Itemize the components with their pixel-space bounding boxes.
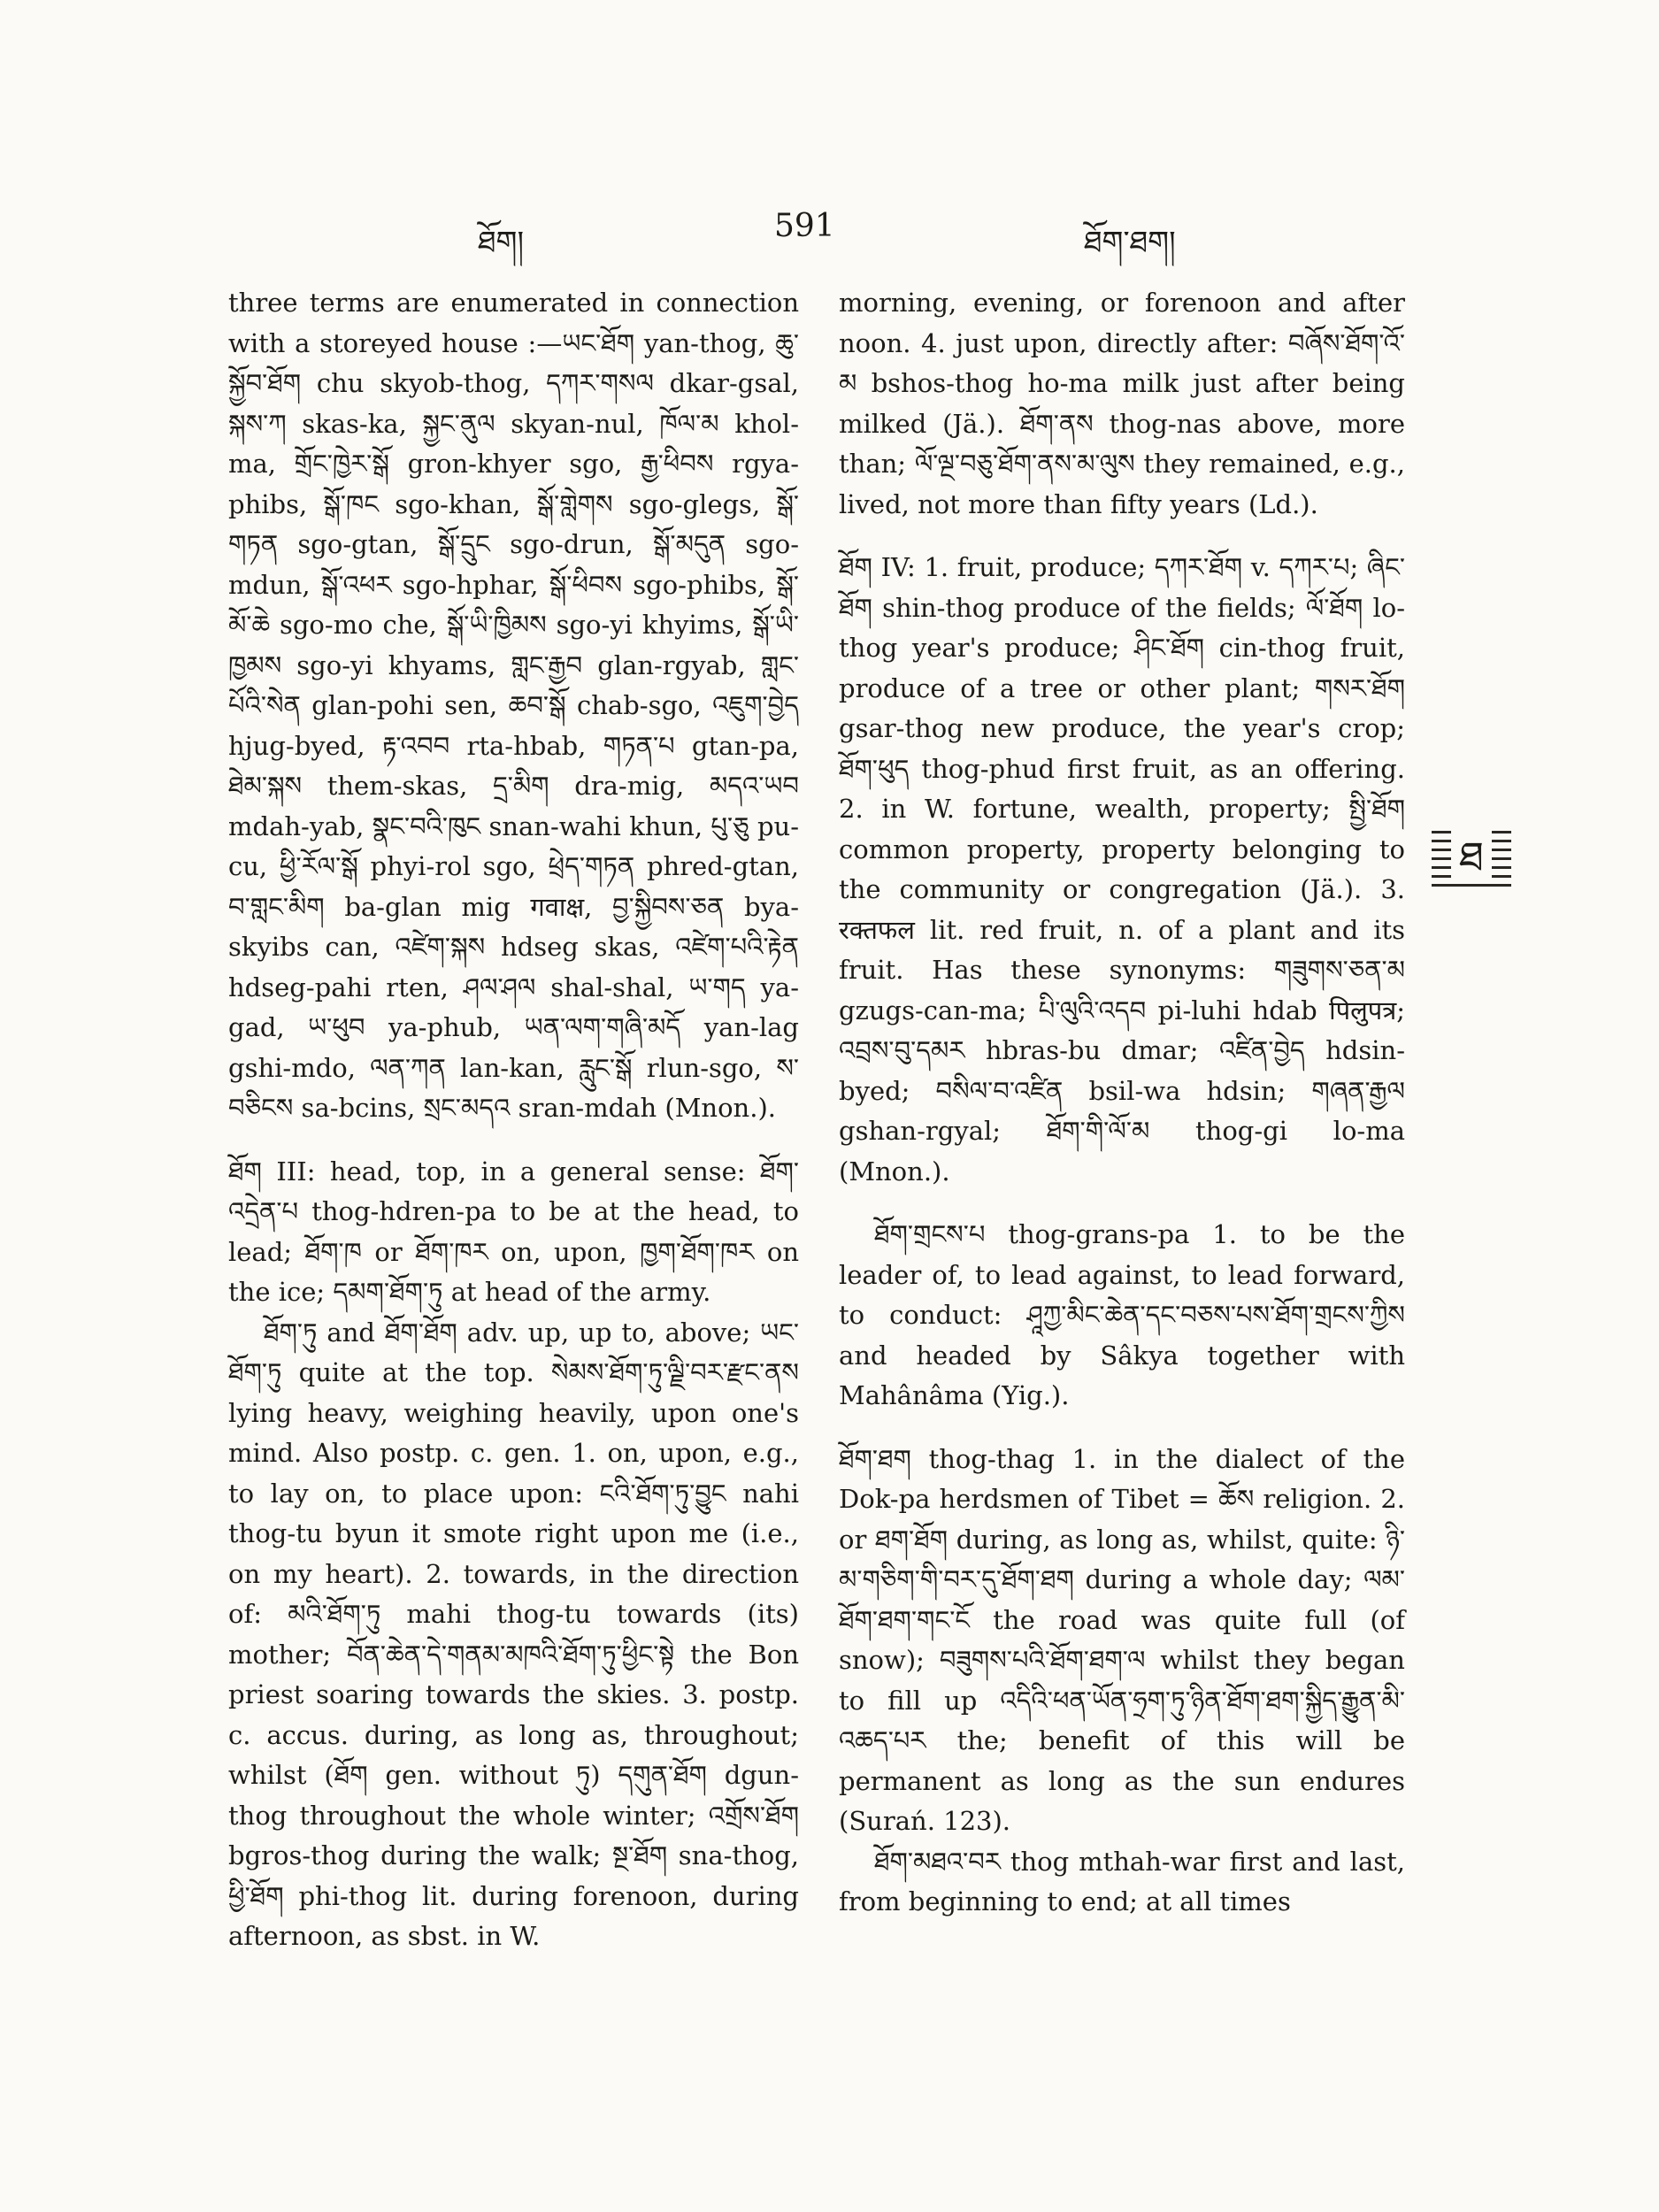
header-left-headword: ཐོག། — [478, 225, 525, 260]
page-number: 591 — [774, 208, 835, 244]
entry-paragraph: ཐོག་ཏུ and ཐོག་ཐོག adv. up, up to, above; ཡང་ཐོག་ཏུ quite at the top. སེམས་ཐོག་ཏུ་ལྗི་བར་རྫང་ནས lying heavy, weighing heavily, upon one's mind. Also postp. c. gen. 1. on, upon, e.g., to lay on, to place upon: ངའི་ཐོག་ཏུ་བྱུང nahi thog-tu byun it smote right upon me (i.e., on my heart). 2. towards, in the direction of: མའི་ཐོག་ཏུ mahi thog-tu towards (its) mother; བོན་ཆེན་དེ་གནམ་མཁའི་ཐོག་ཏུ་ཕྱིང་སྟེ the Bon priest soaring towards the skies. 3. postp. c. accus. during, as long as, throughout; whilst (ཐོག gen. without ཏུ) དགུན་ཐོག dgun-thog throughout the whole winter; འགྲོས་ཐོག bgros-thog during the walk; སྔ་ཐོག sna-thog, ཕྱི་ཐོག phi-thog lit. during forenoon, during afternoon, as sbst. in W. — [228, 1317, 799, 1951]
tab-rule — [1432, 884, 1511, 887]
entry-paragraph: three terms are enumerated in connection with a storeyed house :—ཡང་ཐོག yan-thog, ཆུ་སྐྱོབ་ཐོག chu skyob-thog, དཀར་གསལ dkar-gsal, སྐས་ཀ skas-ka, སྐྱང་ནུལ skyan-nul, ཁོལ་མ khol-ma, གྲོང་ཁྱེར་སྒོ gron-khyer sgo, རྒྱ་ཕིབས rgya-phibs, སྒོ་ཁང sgo-khan, སྒོ་གླེགས sgo-glegs, སྒོ་གཏན sgo-gtan, སྒོ་དྲུང sgo-drun, སྒོ་མདུན sgo-mdun, སྒོ་འཕར sgo-hphar, སྒོ་ཕིབས sgo-phibs, སྒོ་མོ་ཆེ sgo-mo che, སྒོ་ཡི་ཁྱིམས sgo-yi khyims, སྒོ་ཡི་ཁྱམས sgo-yi khyams, གླང་རྒྱབ glan-rgyab, གླང་པོའི་སེན glan-pohi sen, ཆབ་སྒོ chab-sgo, འཇུག་བྱེད hjug-byed, རྟ་འབབ rta-hbab, གཏན་པ gtan-pa, ཐེམ་སྐས them-skas, དྲ་མིག dra-mig, མདའ་ཡབ mdah-yab, སྣང་བའི་ཁུང snan-wahi khun, པུ་ཅུ pu-cu, ཕྱི་རོལ་སྒོ phyi-rol sgo, ཕྲེད་གཏན phred-gtan, བ་གླང་མིག ba-glan mig गवाक्ष, བྱ་སྐྱིབས་ཅན bya-skyibs can, འཛེག་སྐས hdseg skas, འཛེག་པའི་རྟེན hdseg-pahi rten, ཤལ་ཤལ shal-shal, ཡ་གད ya-gad, ཡ་ཕུབ ya-phub, ཡན་ལག་གཞི་མདོ yan-lag gshi-mdo, ལན་ཀན lan-kan, རླུང་སྒོ rlun-sgo, ས་བཅིངས sa-bcins, སྲང་མདའ sran-mdah (Mnon.). — [228, 288, 799, 1123]
entry-paragraph: ཐོག་ཐག thog-thag 1. in the dialect of the Dok-pa herdsmen of Tibet = ཆོས religion. 2. or ཐག་ཐོག during, as long as, whilst, quite: ཉི་མ་གཅིག་གི་བར་དུ་ཐོག་ཐག during a whole day; ལམ་ཐོག་ཐག་གང་ངོ the road was quite full (of snow); བཟུགས་པའི་ཐོག་ཐག་ལ whilst they began to fill up འདིའི་ཕན་ཡོན་ཧྲག་ཏུ་ཉིན་ཐོག་ཐག་སྐྱིད་རྒྱུན་མི་འཆད་པར the; benefit of this will be permanent as long as the sun endures (Surań. 123). — [839, 1443, 1405, 1836]
entry-paragraph: ཐོག IV: 1. fruit, produce; དཀར་ཐོག v. དཀར་པ; ཞིང་ཐོག shin-thog produce of the fields; ལོ་ཐོག lo-thog year's produce; ཤིང་ཐོག cin-thog fruit, produce of a tree or other plant; གསར་ཐོག gsar-thog new produce, the year's crop; ཐོག་ཕུད thog-phud first fruit, as an offering. 2. in W. fortune, wealth, property; སྤྱི་ཐོག common property, property belonging to the community or congregation (Jä.). 3. रक्तफल lit. red fruit, n. of a plant and its fruit. Has these synonyms: གཟུགས་ཅན་མ gzugs-can-ma; པི་ལུའི་འདབ pi-luhi hdab पिलुपत्र; འབྲས་བུ་དམར hbras-bu dmar; འཛིན་བྱེད hdsin-byed; བསིལ་བ་འཛིན bsil-wa hdsin; གཞན་རྒྱལ gshan-rgyal; ཐོག་གི་ལོ་མ thog-gi lo-ma (Mnon.). — [839, 552, 1405, 1187]
entry-paragraph: morning, evening, or forenoon and after noon. 4. just upon, directly after: བཞོས་ཐོག་འོ་མ bshos-thog ho-ma milk just after being milked (Jä.). ཐོག་ནས thog-nas above, more than; ལོ་ལྔ་བཅུ་ཐོག་ནས་མ་ལུས they remained, e.g., lived, not more than fifty years (Ld.). — [839, 288, 1405, 519]
tab-letter: ཐ — [1451, 831, 1492, 884]
right-column — [839, 283, 1405, 1923]
page-header — [0, 208, 1659, 261]
entry-paragraph: ཐོག་གྲངས་པ thog-grans-pa 1. to be the leader of, to lead against, to lead forward, to conduct: ཤཱཀྱ་མིང་ཆེན་དང་བཅས་པས་ཐོག་གྲངས་ཀྱིས and headed by Sâkya together with Mahânâma (Yig.). — [839, 1219, 1405, 1410]
entry-paragraph: ཐོག་མཐའ་བར thog mthah-war first and last, from beginning to end; at all times — [839, 1846, 1405, 1916]
left-column — [228, 283, 799, 1957]
header-right-headword: ཐོག་ཐག། — [1084, 225, 1176, 260]
entry-paragraph: ཐོག III: head, top, in a general sense: ཐོག་འདྲེན་པ thog-hdren-pa to be at the head, to lead; ཐོག་ཁ or ཐོག་ཁར on, upon, ཁྱག་ཐོག་ཁར on the ice; དམག་ཐོག་ཏུ at head of the army. — [228, 1156, 799, 1307]
thumb-index-tab — [1432, 827, 1511, 889]
